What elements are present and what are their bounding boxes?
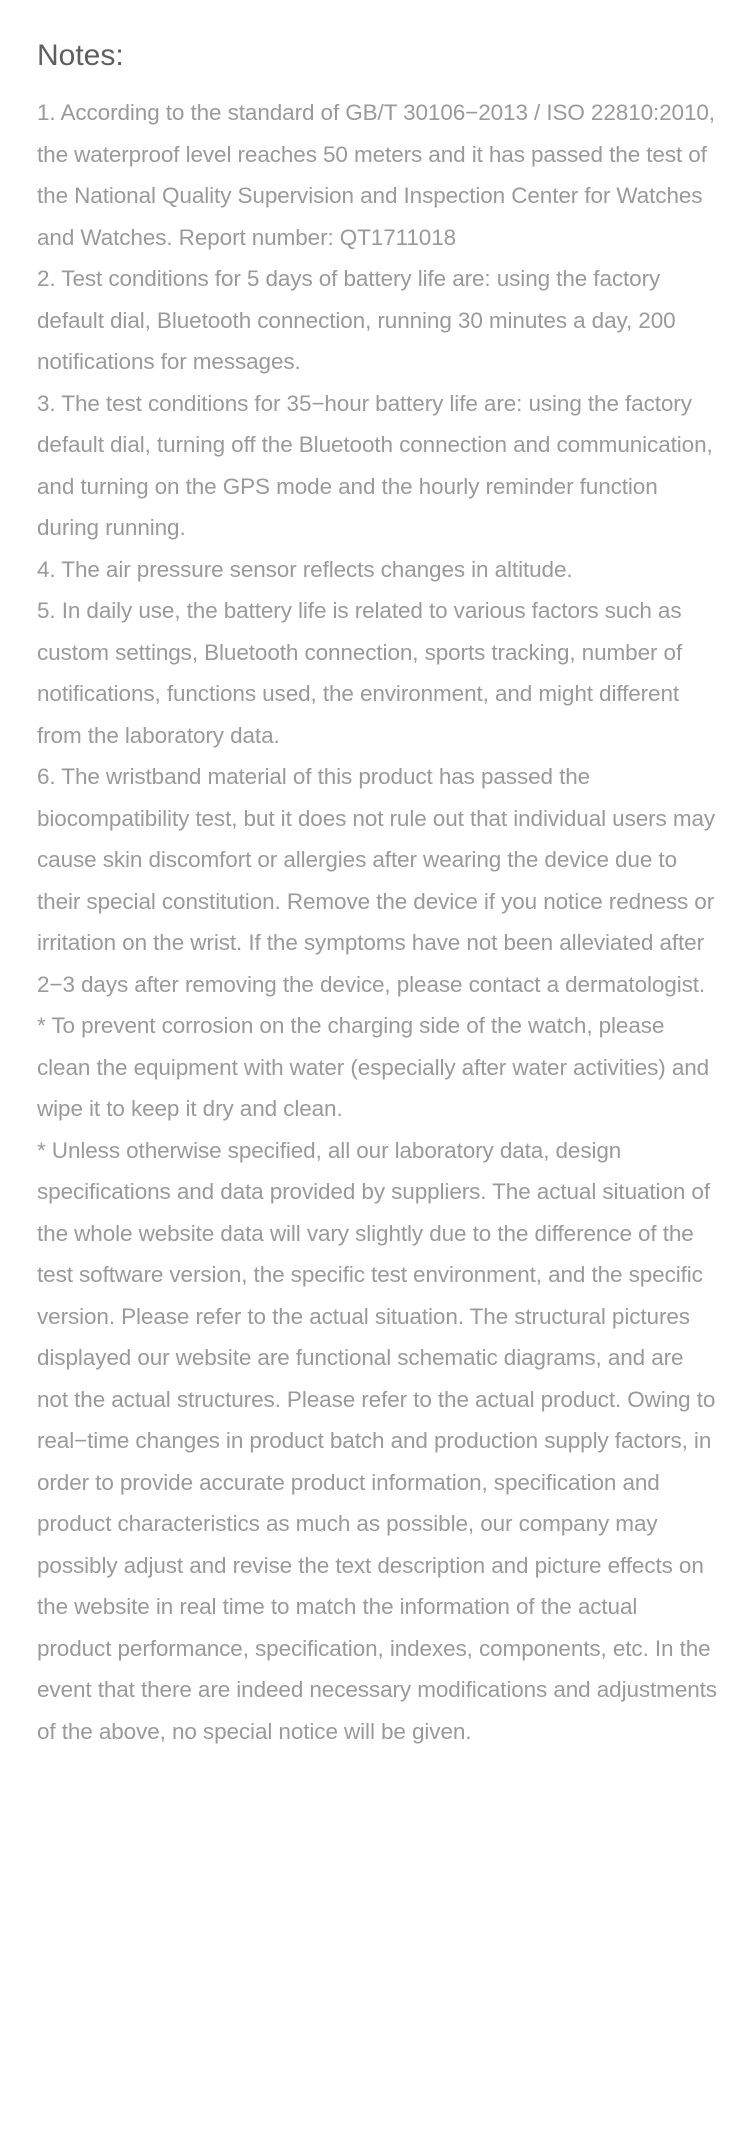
notes-list	[37, 92, 717, 1752]
note-battery-5-days: 2. Test conditions for 5 days of battery life are: using the factory default dial, Bluetooth connection, running 30 minutes a day, 200 notifications for messages.	[37, 266, 676, 374]
note-waterproof: 1. According to the standard of GB/T 30106−2013 / ISO 22810:2010, the waterproof level reaches 50 meters and it has passed the test of the National Quality Supervision and Inspection Center for Watches and Watches. Report number: QT1711018	[37, 100, 715, 250]
note-disclaimer: * Unless otherwise specified, all our laboratory data, design specifications and data provided by suppliers. The actual situation of the whole website data will vary slightly due to the difference of the test software version, the specific test environment, and the specific version. Please refer to the actual situation. The structural pictures displayed our website are functional schematic diagrams, and are not the actual structures. Please refer to the actual product. Owing to real−time changes in product batch and production supply factors, in order to provide accurate product information, specification and product characteristics as much as possible, our company may possibly adjust and revise the text description and picture effects on the website in real time to match the information of the actual product performance, specification, indexes, components, etc. In the event that there are indeed necessary modifications and adjustments of the above, no special notice will be given.	[37, 1137, 717, 1744]
note-wristband-material: 6. The wristband material of this product has passed the biocompatibility test, but it does not rule out that individual users may cause skin discomfort or allergies after wearing the device due to their special constitution. Remove the device if you notice redness or irritation on the wrist. If the symptoms have not been alleviated after 2−3 days after removing the device, please contact a dermatologist.	[37, 764, 716, 997]
note-air-pressure: 4. The air pressure sensor reflects changes in altitude.	[37, 556, 573, 582]
notes-title: Notes:	[37, 39, 124, 72]
note-battery-35-hours: 3. The test conditions for 35−hour battery life are: using the factory default dial, turning off the Bluetooth connection and communication, and turning on the GPS mode and the hourly reminder function during running.	[37, 390, 713, 540]
notes-section	[37, 38, 717, 1752]
note-daily-battery: 5. In daily use, the battery life is related to various factors such as custom settings, Bluetooth connection, sports tracking, number of notifications, functions used, the environment, and might different from the laboratory data.	[37, 598, 683, 748]
note-charging-corrosion: * To prevent corrosion on the charging side of the watch, please clean the equipment with water (especially after water activities) and wipe it to keep it dry and clean.	[37, 1013, 710, 1121]
